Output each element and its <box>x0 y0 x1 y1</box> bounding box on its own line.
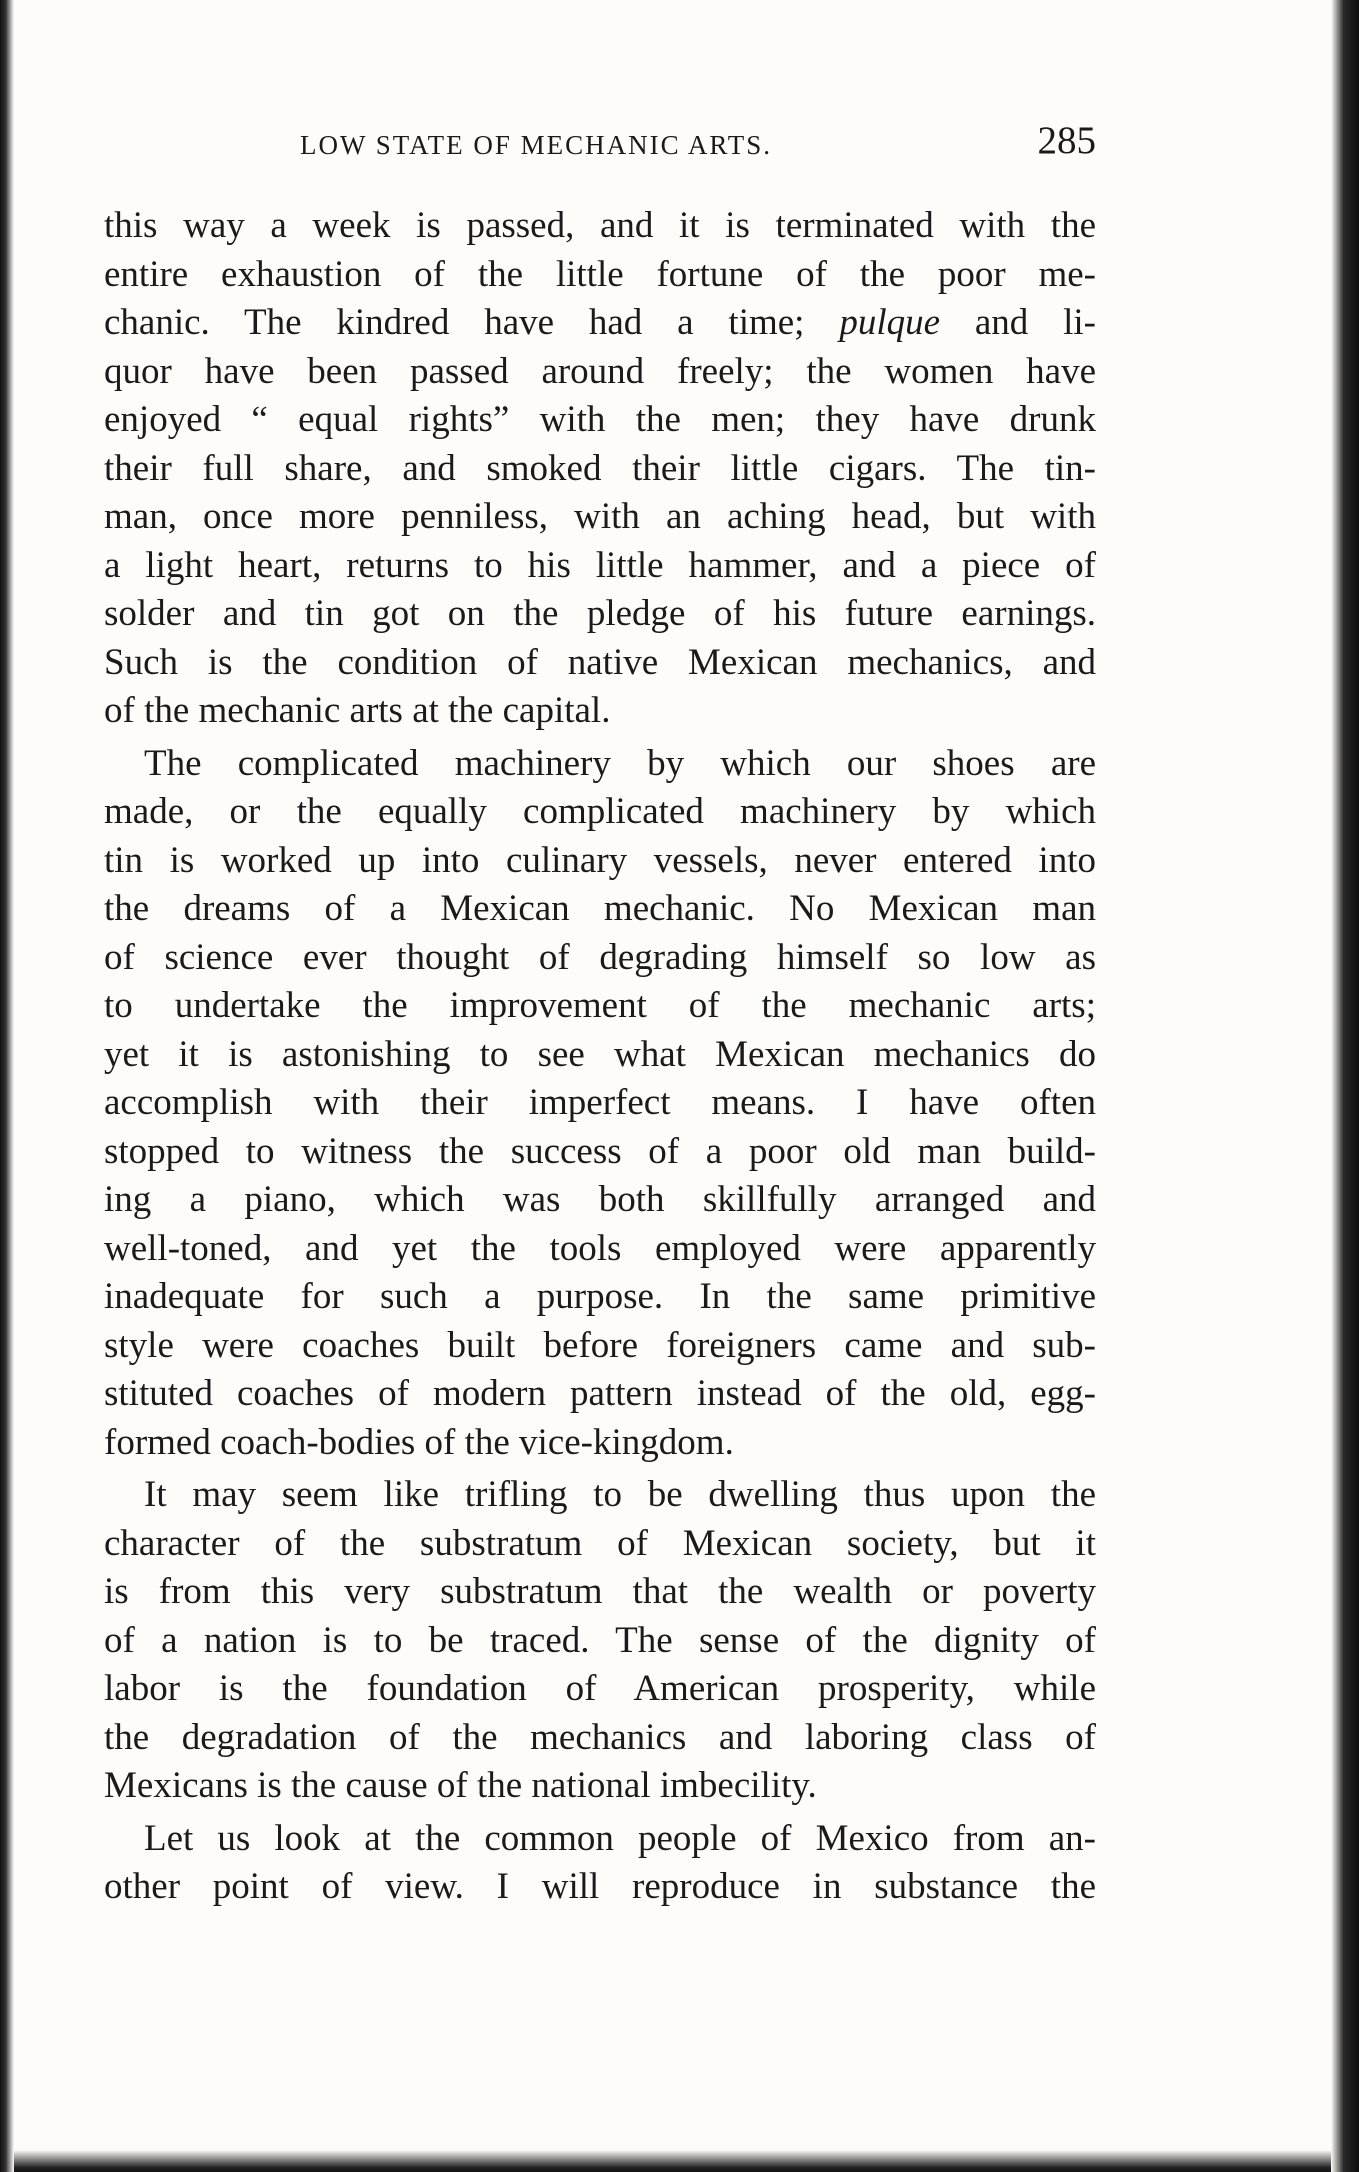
body-text <box>104 202 1096 1912</box>
text-line: their full share, and smoked their little cigars. The tin- <box>104 447 1096 489</box>
text-line: made, or the equally complicated machinery by which <box>104 791 1096 832</box>
text-line: formed coach-bodies of the vice-kingdom. <box>104 1421 734 1463</box>
text-line: style were coaches built before foreigners came and sub- <box>104 1324 1096 1366</box>
text-line: labor is the foundation of American prosperity, while <box>104 1668 1096 1709</box>
text-line: character of the substratum of Mexican society, but it <box>104 1522 1096 1564</box>
running-title: LOW STATE OF MECHANIC ARTS. <box>300 130 772 160</box>
text-line: the degradation of the mechanics and laboring class of <box>104 1716 1096 1758</box>
text-line: Such is the condition of native Mexican mechanics, and <box>104 641 1096 683</box>
text-line: Let us look at the common people of Mexico from an- <box>144 1817 1096 1859</box>
page-number: 285 <box>1037 119 1096 162</box>
text-run: chanic. The kindred have had a time; <box>104 302 805 343</box>
text-line: to undertake the improvement of the mechanic arts; <box>104 985 1096 1026</box>
text-line: tin is worked up into culinary vessels, never entered into <box>104 839 1096 881</box>
text-line: entire exhaustion of the little fortune of the poor me- <box>104 253 1096 295</box>
text-line: a light heart, returns to his little hammer, and a piece of <box>104 544 1096 586</box>
text-line: quor have been passed around freely; the women have <box>104 350 1096 392</box>
page-bottom-edge-shadow <box>14 2150 1331 2172</box>
text-line: inadequate for such a purpose. In the same primitive <box>104 1276 1096 1317</box>
page-header <box>104 118 1096 168</box>
text-line: of science ever thought of degrading himself so low as <box>104 936 1096 978</box>
page-left-edge-shadow <box>0 0 14 2172</box>
text-line: ing a piano, which was both skillfully arranged and <box>104 1179 1096 1220</box>
text-run: and li- <box>974 302 1096 343</box>
text-line: other point of view. I will reproduce in substance the <box>104 1866 1096 1907</box>
text-line: this way a week is passed, and it is terminated with the <box>104 205 1096 246</box>
text-line: stopped to witness the success of a poor old man build- <box>104 1130 1096 1172</box>
paragraph-4 <box>104 1815 1096 1912</box>
text-line: man, once more penniless, with an aching head, but with <box>104 496 1096 537</box>
italic-word-pulque: pulque <box>839 302 941 343</box>
text-line: well-toned, and yet the tools employed were apparently <box>104 1227 1096 1269</box>
text-line: Mexicans is the cause of the national imbecility. <box>104 1765 817 1806</box>
text-line: of the mechanic arts at the capital. <box>104 690 611 731</box>
paragraph-1 <box>104 202 1096 736</box>
text-line: solder and tin got on the pledge of his future earnings. <box>104 593 1096 634</box>
text-line: the dreams of a Mexican mechanic. No Mexican man <box>104 888 1096 929</box>
text-line <box>104 299 1096 348</box>
paragraph-2 <box>104 740 1096 1468</box>
text-line: of a nation is to be traced. The sense of the dignity of <box>104 1619 1096 1661</box>
text-line: enjoyed “ equal rights” with the men; they have drunk <box>104 399 1096 440</box>
text-line: It may seem like trifling to be dwelling thus upon the <box>144 1474 1096 1515</box>
text-line: is from this very substratum that the wealth or poverty <box>104 1571 1096 1612</box>
text-line: accomplish with their imperfect means. I have often <box>104 1082 1096 1123</box>
text-line: yet it is astonishing to see what Mexican mechanics do <box>104 1033 1096 1075</box>
paragraph-3 <box>104 1471 1096 1811</box>
page-right-edge-shadow <box>1331 0 1359 2172</box>
text-line: stituted coaches of modern pattern instead of the old, egg- <box>104 1373 1096 1414</box>
text-line: The complicated machinery by which our shoes are <box>144 742 1096 784</box>
